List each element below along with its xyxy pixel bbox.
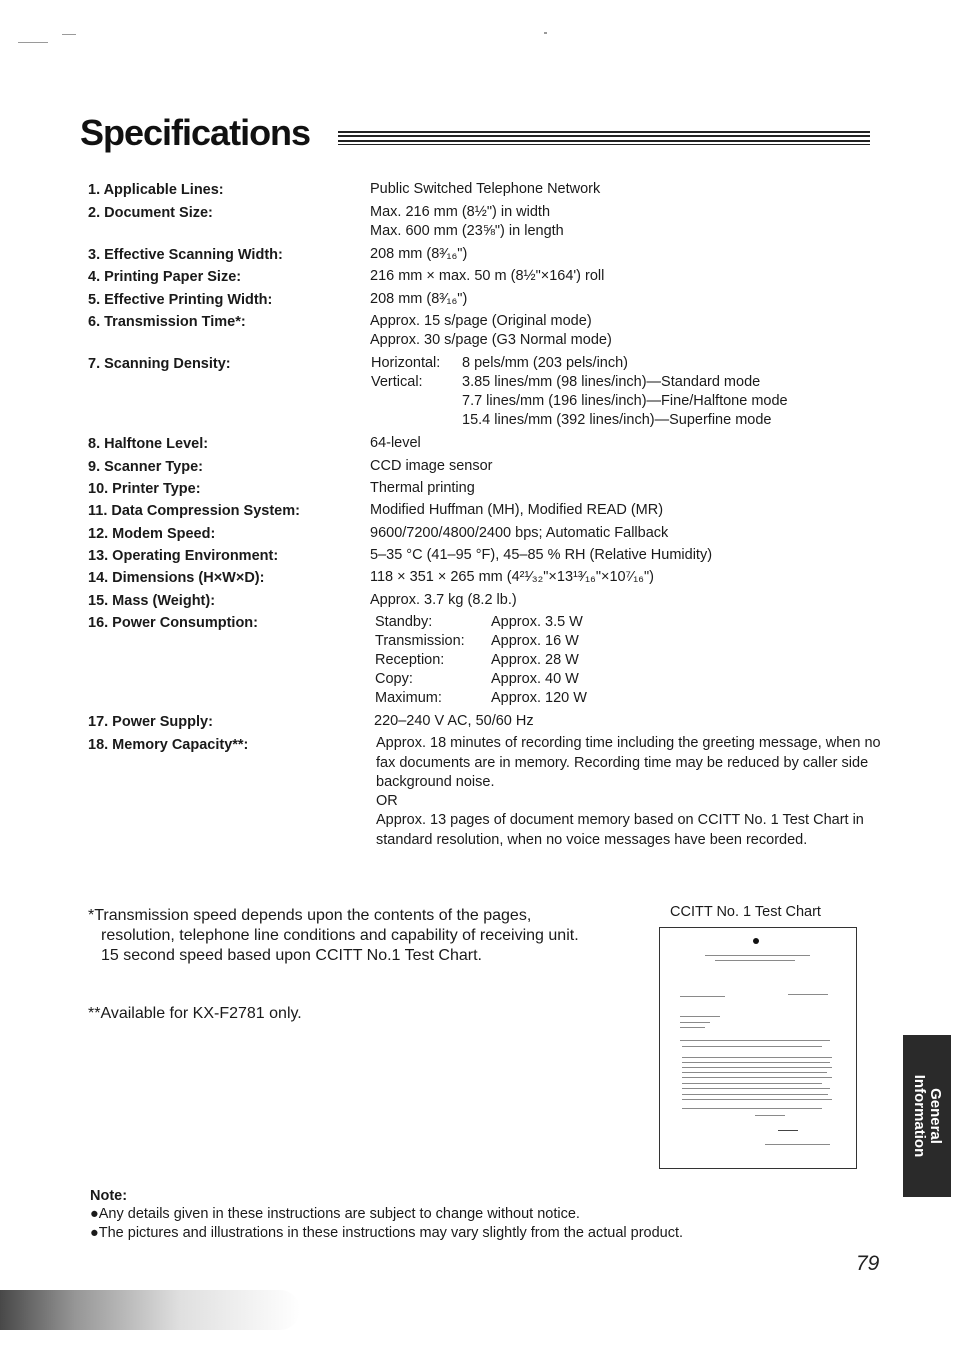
chart-line [705,955,810,956]
spec-value: 216 mm × max. 50 m (8½"×164') roll [370,268,605,284]
chart-line [682,1088,830,1089]
title-rule [338,140,870,142]
power-row-label: Maximum: [375,690,442,706]
power-row-label: Standby: [375,614,433,630]
spec-label: 13. Operating Environment: [88,548,279,564]
spec-value: Public Switched Telephone Network [370,181,601,197]
footnote-available: **Available for KX-F2781 only. [88,1005,302,1022]
spec-label: 12. Modem Speed: [88,526,216,542]
section-tab-line: General [927,1088,944,1144]
chart-line [680,1016,720,1017]
spec-label: 11. Data Compression System: [88,503,300,519]
chart-line [682,1067,832,1068]
spec-value: Approx. 30 s/page (G3 Normal mode) [370,332,612,348]
spec-label: 10. Printer Type: [88,481,201,497]
memory-capacity-text: Approx. 18 minutes of recording time including the greeting message, when no fax documents are in memory. Recording time may be reduced by caller side background noise. [376,735,881,790]
spec-label: 4. Printing Paper Size: [88,269,242,285]
chart-line [682,1062,830,1063]
spec-value: Modified Huffman (MH), Modified READ (MR) [370,502,664,518]
density-vertical-value: 7.7 lines/mm (196 lines/inch)—Fine/Halftone mode [462,393,788,409]
section-tab-label [911,1075,943,1158]
density-vertical-value: 15.4 lines/mm (392 lines/inch)—Superfine mode [462,412,772,428]
spec-label: 16. Power Consumption: [88,615,258,631]
scan-speck [544,32,547,34]
spec-label: 14. Dimensions (H×W×D): [88,570,265,586]
spec-value: 64-level [370,435,421,451]
chart-line [680,1040,830,1041]
spec-label: 9. Scanner Type: [88,459,203,475]
chart-line [682,1046,822,1047]
chart-line [755,1115,785,1116]
scan-speck [62,34,76,35]
spec-label: 1. Applicable Lines: [88,182,224,198]
spec-value: Approx. 15 s/page (Original mode) [370,313,592,329]
spec-label: 18. Memory Capacity**: [88,737,249,753]
spec-value: 208 mm (8³⁄₁₆") [370,291,468,307]
spec-label: 6. Transmission Time*: [88,314,246,330]
spec-label: 2. Document Size: [88,205,213,221]
chart-line [682,1072,827,1073]
spec-label: 17. Power Supply: [88,714,213,730]
scan-speck [18,42,48,43]
title-rule [338,135,870,137]
chart-line [682,1094,828,1095]
spec-value: 208 mm (8³⁄₁₆") [370,246,468,262]
power-row-value: Approx. 3.5 W [491,614,583,630]
chart-line [682,1099,832,1100]
power-row-value: Approx. 28 W [491,652,579,668]
chart-line [682,1083,822,1084]
power-row-label: Copy: [375,671,413,687]
spec-value: 220–240 V AC, 50/60 Hz [374,713,534,729]
chart-line [715,960,795,961]
chart-line [680,1022,710,1023]
chart-line [680,1027,705,1028]
chart-dot [753,938,759,944]
spec-value: CCD image sensor [370,458,493,474]
spec-value: Thermal printing [370,480,475,496]
power-row-value: Approx. 120 W [491,690,587,706]
title-rule [338,131,870,133]
page-number: 79 [856,1252,880,1275]
density-horizontal-label: Horizontal: [371,355,441,371]
spec-label: 7. Scanning Density: [88,356,231,372]
chart-line [682,1077,832,1078]
chart-line [765,1144,830,1145]
note-item: ●Any details given in these instructions are subject to change without notice. [90,1206,580,1222]
page-title: Specifications [80,112,311,153]
memory-capacity-or: OR [376,793,398,809]
spec-label: 8. Halftone Level: [88,436,209,452]
section-tab-general-information[interactable] [903,1035,951,1197]
spec-value: Max. 600 mm (23⅝") in length [370,223,564,239]
chart-line [682,1057,832,1058]
spec-value: 9600/7200/4800/2400 bps; Automatic Fallback [370,525,669,541]
spec-value: Approx. 3.7 kg (8.2 lb.) [370,592,517,608]
density-horizontal-value: 8 pels/mm (203 pels/inch) [462,355,629,371]
spec-value: 5–35 °C (41–95 °F), 45–85 % RH (Relative Humidity) [370,547,713,563]
note-item: ●The pictures and illustrations in these instructions may vary slightly from the actual product. [90,1225,684,1241]
test-chart-caption: CCITT No. 1 Test Chart [670,904,821,920]
title-rule [338,144,870,145]
memory-capacity-text: Approx. 13 pages of document memory based on CCITT No. 1 Test Chart in standard resolution, when no voice messages have been recorded. [376,812,864,848]
chart-line [788,994,828,995]
footnote-transmission: *Transmission speed depends upon the contents of the pages, resolution, telephone line conditions and capability of receiving unit. 15 second speed based upon CCITT No.1 Test Chart. [88,907,579,964]
spec-value: Max. 216 mm (8½") in width [370,204,551,220]
power-row-value: Approx. 16 W [491,633,579,649]
chart-line [680,996,725,997]
power-row-label: Reception: [375,652,445,668]
power-row-value: Approx. 40 W [491,671,579,687]
spec-value: 118 × 351 × 265 mm (4²¹⁄₃₂"×13¹³⁄₁₆"×10⁷⁄₁₆") [370,569,654,585]
spec-label: 5. Effective Printing Width: [88,292,273,308]
spec-label: 15. Mass (Weight): [88,593,216,609]
density-vertical-label: Vertical: [371,374,423,390]
spec-label: 3. Effective Scanning Width: [88,247,283,263]
chart-line [778,1130,798,1131]
section-tab-line: Information [911,1074,928,1158]
chart-line [682,1108,822,1109]
power-row-label: Transmission: [375,633,465,649]
note-heading: Note: [90,1188,128,1204]
density-vertical-value: 3.85 lines/mm (98 lines/inch)—Standard mode [462,374,761,390]
test-chart-image [659,927,857,1169]
scan-smudge [0,1290,300,1330]
